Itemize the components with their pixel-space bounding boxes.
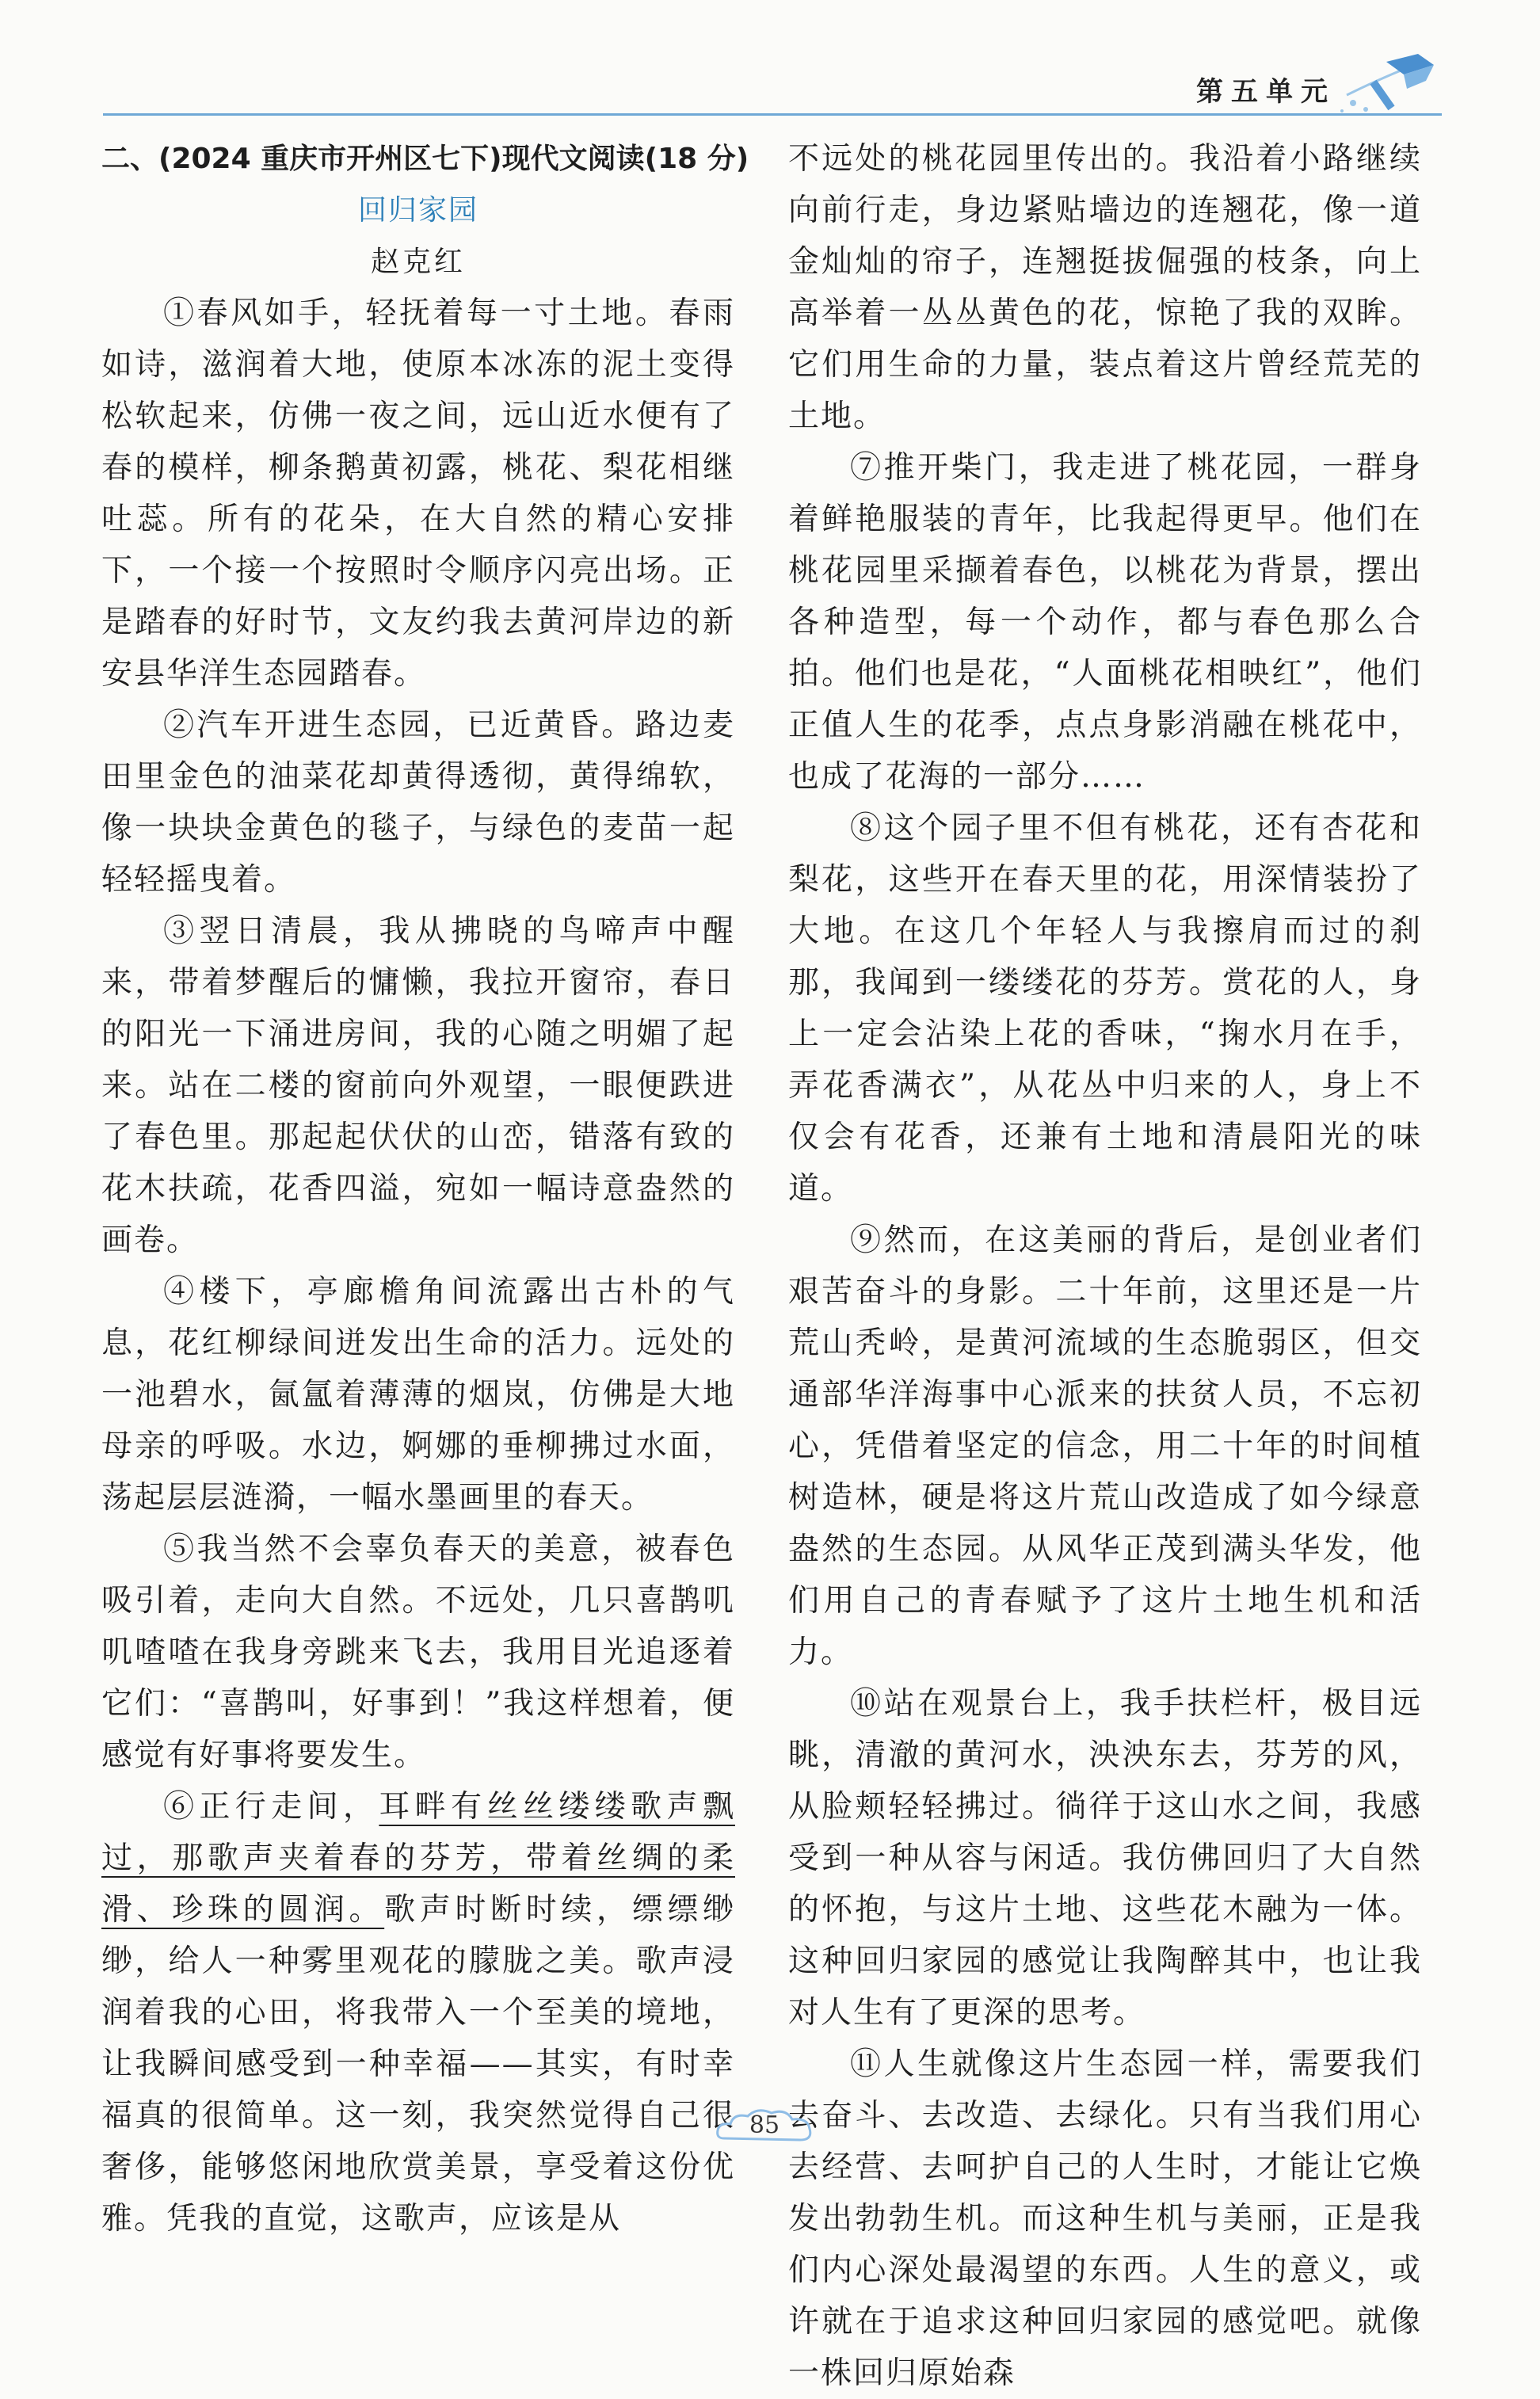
article-author: 赵克红 (370, 246, 466, 278)
page-footer (713, 2103, 816, 2151)
paragraph-11: ⑪人生就像这片生态园一样，需要我们去奋斗、去改造、去绿化。只有当我们用心去经营、去呵护自己的人生时，才能让它焕发出勃勃生机。而这种生机与美丽，正是我们内心深处最渴望的东西。人生的意义，或许就在于追求这种回归家园的感觉吧。就像一株回归原始森 (788, 2046, 1422, 2391)
paragraph-10: ⑩站在观景台上，我手扶栏杆，极目远眺，清澈的黄河水，泱泱东去，芬芳的风，从脸颊轻轻拂过。徜徉于这山水之间，我感受到一种从容与闲适。我仿佛回归了大自然的怀抱，与这片土地、这些花木融为一体。这种回归家园的感觉让我陶醉其中，也让我对人生有了更深的思考。 (788, 1686, 1422, 2031)
right-column (788, 133, 1422, 2399)
page-number: 85 (749, 2111, 780, 2139)
paragraph-6-continued: 不远处的桃花园里传出的。我沿着小路继续向前行走，身边紧贴墙边的连翘花，像一道金灿灿的帘子，连翘挺拔倔强的枝条，向上高举着一丛丛黄色的花，惊艳了我的双眸。它们用生命的力量，装点着这片曾经荒芜的土地。 (788, 141, 1422, 434)
paragraph-3: ③翌日清晨，我从拂晓的鸟啼声中醒来，带着梦醒后的慵懒，我拉开窗帘，春日的阳光一下涌进房间，我的心随之明媚了起来。站在二楼的窗前向外观望，一眼便跌进了春色里。那起起伏伏的山峦，错落有致的花木扶疏，花香四溢，宛如一幅诗意盎然的画卷。 (101, 913, 735, 1258)
unit-title: 第五单元 (1196, 76, 1336, 108)
underlined-sentence: 耳畔有丝丝缕缕歌声飘过，那歌声夹着春的芬芳，带着丝绸的柔滑、珍珠的圆润。 (101, 1789, 735, 1928)
paragraph-9: ⑨然而，在这美丽的背后，是创业者们艰苦奋斗的身影。二十年前，这里还是一片荒山秃岭，是黄河流域的生态脆弱区，但交通部华洋海事中心派来的扶贫人员，不忘初心，凭借着坚定的信念，用二十年的时间植树造林，硬是将这片荒山改造成了如今绿意盎然的生态园。从风华正茂到满头华发，他们用自己的青春赋予了这片土地生机和活力。 (788, 1222, 1422, 1670)
paragraph-4: ④楼下，亭廊檐角间流露出古朴的气息，花红柳绿间迸发出生命的活力。远处的一池碧水，氤氲着薄薄的烟岚，仿佛是大地母亲的呼吸。水边，婀娜的垂柳拂过水面，荡起层层涟漪，一幅水墨画里的春天。 (101, 1274, 735, 1516)
graduation-cap-pencil-icon (1331, 48, 1442, 119)
paragraph-7: ⑦推开柴门，我走进了桃花园，一群身着鲜艳服装的青年，比我起得更早。他们在桃花园里采撷着春色，以桃花为背景，摆出各种造型，每一个动作，都与春色那么合拍。他们也是花，“人面桃花相映红”，他们正值人生的花季，点点身影消融在桃花中，也成了花海的一部分…… (788, 450, 1422, 795)
paragraph-6-start: ⑥正行走间， (163, 1789, 379, 1825)
paragraph-2: ②汽车开进生态园，已近黄昏。路边麦田里金色的油菜花却黄得透彻，黄得绵软，像一块块金黄色的毯子，与绿色的麦苗一起轻轻摇曳着。 (101, 707, 735, 898)
paragraph-1: ①春风如手，轻抚着每一寸土地。春雨如诗，滋润着大地，使原本冰冻的泥土变得松软起来，仿佛一夜之间，远山近水便有了春的模样，柳条鹅黄初露，桃花、梨花相继吐蕊。所有的花朵，在大自然的精心安排下，一个接一个按照时令顺序闪亮出场。正是踏春的好时节，文友约我去黄河岸边的新安县华洋生态园踏春。 (101, 296, 735, 692)
paragraph-8: ⑧这个园子里不但有桃花，还有杏花和梨花，这些开在春天里的花，用深情装扮了大地。在这几个年轻人与我擦肩而过的刹那，我闻到一缕缕花的芬芳。赏花的人，身上一定会沾染上花的香味，“掬水月在手，弄花香满衣”，从花丛中归来的人，身上不仅会有花香，还兼有土地和清晨阳光的味道。 (788, 810, 1422, 1207)
article-title: 回归家园 (357, 194, 478, 227)
header-rule (103, 113, 1442, 116)
paragraph-5: ⑤我当然不会辜负春天的美意，被春色吸引着，走向大自然。不远处，几只喜鹊叽叽喳喳在我身旁跳来飞去，我用目光追逐着它们：“喜鹊叫，好事到！”我这样想着，便感觉有好事将要发生。 (101, 1531, 735, 1773)
page-header (0, 0, 1540, 127)
paragraph-6 (101, 1781, 735, 2245)
question-heading: 二、(2024 重庆市开州区七下)现代文阅读(18 分) (101, 143, 749, 175)
left-column (101, 133, 749, 2245)
paragraph-6-rest: 歌声时断时续，缥缥缈缈，给人一种雾里观花的朦胧之美。歌声浸润着我的心田，将我带入一个至美的境地，让我瞬间感受到一种幸福——其实，有时幸福真的很简单。这一刻，我突然觉得自己很奢侈，能够悠闲地欣赏美景，享受着这份优雅。凭我的直觉，这歌声，应该是从 (101, 1892, 735, 2237)
